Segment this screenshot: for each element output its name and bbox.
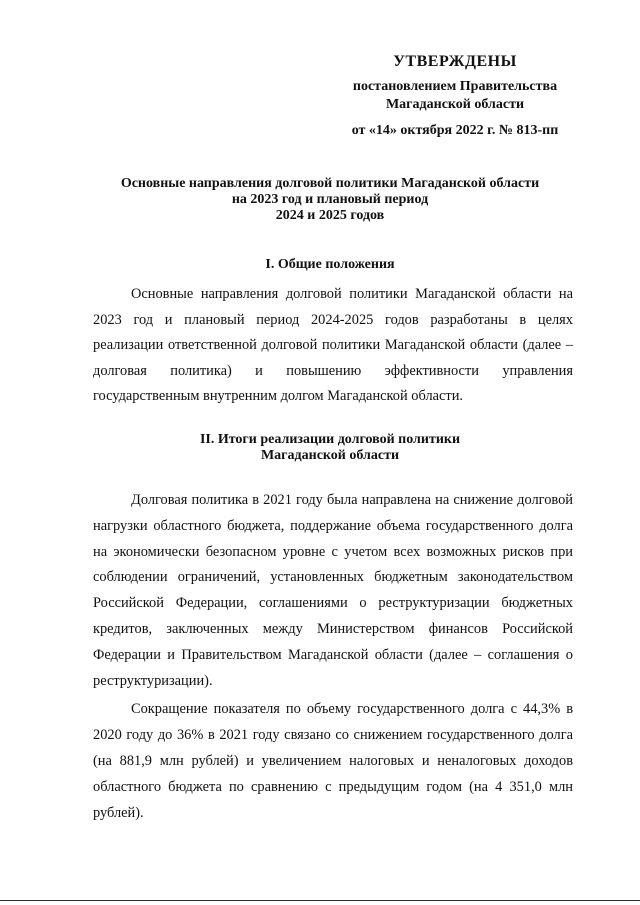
- document-title-line-1: Основные направления долговой политики Магаданской области: [120, 176, 540, 191]
- section-1-heading: [60, 257, 600, 273]
- section-2-heading-line-2: Магаданской области: [260, 448, 400, 463]
- approval-date-line: от «14» октября 2022 г. № 813-пп: [351, 123, 559, 138]
- scan-edge-line: [0, 900, 640, 901]
- section-2-paragraph-1: Долговая политика в 2021 году была направлена на снижение долговой нагрузки областного бюджета, поддержание объема государственного долга на экономически безопасном уровне с учетом всех возможных рисков при соблюдении ограничений, установленных бюджетным законодательством Российской Федерации, соглашениями о реструктуризации бюджетных кредитов, заключенных между Министерством финансов Российской Федерации и Правительством Магаданской области (далее – соглашения о реструктуризации).: [93, 492, 573, 689]
- document-title: [60, 176, 600, 224]
- approval-issuer-line: постановлением Правительства: [352, 79, 558, 94]
- section-1-heading-line: I. Общие положения: [265, 257, 395, 272]
- section-2-heading-line-1: II. Итоги реализации долговой политики: [199, 432, 461, 447]
- section-2-heading: [60, 432, 600, 464]
- section-1-paragraph-1: Основные направления долговой политики Магаданской области на 2023 год и плановый период 2024-2025 годов разработаны в целях реализации ответственной долговой политики Магаданской области (далее – долговая политика) и повышению эффективности управления государственным внутренним долгом Магаданской области.: [93, 286, 573, 404]
- document-title-line-2: на 2023 год и плановый период: [231, 192, 429, 207]
- document-title-line-3: 2024 и 2025 годов: [275, 208, 385, 223]
- approval-region-line: Магаданской области: [385, 97, 525, 112]
- approval-title: УТВЕРЖДЕНЫ: [393, 53, 517, 70]
- section-2-paragraph-2: Сокращение показателя по объему государственного долга с 44,3% в 2020 году до 36% в 2021 году связано со снижением государственного долга (на 881,9 млн рублей) и увеличением налоговых и неналоговых доходов областного бюджета по сравнению с предыдущим годом (на 4 351,0 млн рублей).: [93, 701, 573, 821]
- approval-stamp-block: [320, 52, 590, 140]
